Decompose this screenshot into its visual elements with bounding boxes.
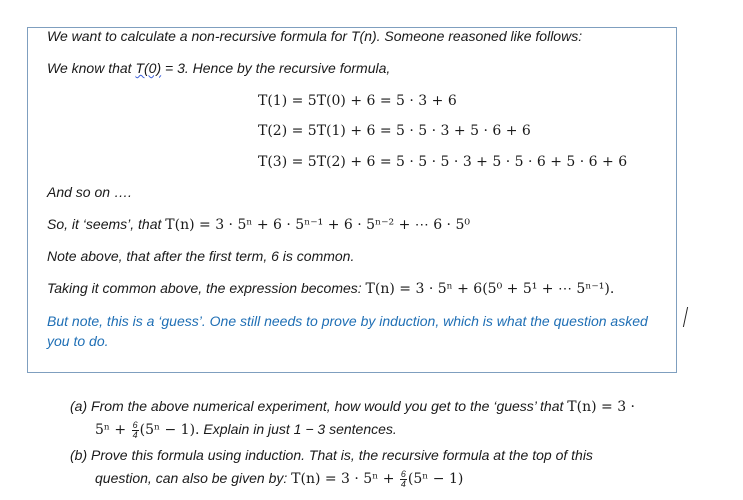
fraction-six-fourths-b: $\frac{6}{4}$: [400, 468, 406, 489]
question-b-formula-part1: T(n) = 3 · 5ⁿ +: [291, 471, 399, 487]
and-so-on: And so on ….: [47, 184, 132, 200]
question-a-text: From the above numerical experiment, how would you get to the ‘guess’ that: [91, 398, 568, 414]
spellcheck-word: T(0): [135, 60, 162, 76]
question-a-instruction: Explain in just 1 − 3 sentences.: [199, 421, 397, 437]
but-note-line-2: you to do.: [47, 333, 109, 349]
question-b-text: Prove this formula using induction. That is, the recursive formula at the top of this: [91, 447, 593, 463]
intro-line-2-prefix: We know that: [47, 60, 136, 76]
question-b-text-2: question, can also be given by:: [95, 470, 292, 486]
question-a-formula-start: T(n) = 3 ·: [567, 399, 635, 415]
intro-line-2-suffix: = 3. Hence by the recursive formula,: [161, 60, 391, 76]
note-line: Note above, that after the first term, 6 is common.: [47, 248, 355, 264]
intro-line-2: [47, 59, 390, 77]
question-b-line-2: [95, 469, 463, 489]
question-a-formula-part2: (5ⁿ − 1).: [139, 422, 200, 438]
question-b-label: (b): [70, 447, 88, 463]
equation-t3: T(3) = 5T(2) + 6 = 5 · 5 · 5 · 3 + 5 · 5 · 6 + 5 · 6 + 6: [258, 154, 628, 170]
question-a-line-1: [70, 397, 635, 416]
question-b-formula-part2: (5ⁿ − 1): [407, 471, 464, 487]
taking-formula: T(n) = 3 · 5ⁿ + 6(5⁰ + 5¹ + ⋯ 5ⁿ⁻¹).: [365, 281, 615, 297]
taking-common-line: [47, 279, 614, 298]
question-a-label: (a): [70, 398, 88, 414]
text-cursor: [683, 307, 688, 327]
seems-prefix: So, it ‘seems’, that: [47, 216, 166, 232]
intro-line-1: We want to calculate a non-recursive formula for T(n). Someone reasoned like follows:: [47, 28, 583, 44]
taking-prefix: Taking it common above, the expression becomes:: [47, 280, 366, 296]
question-a-line-2: [95, 420, 397, 440]
fraction-six-fourths: $\frac{6}{4}$: [132, 419, 138, 440]
question-b-line-1: [70, 446, 593, 464]
seems-line: [47, 215, 470, 234]
question-a-formula-part1: 5ⁿ +: [95, 422, 131, 438]
equation-t2: T(2) = 5T(1) + 6 = 5 · 5 · 3 + 5 · 6 + 6: [258, 123, 531, 139]
but-note-line-1: But note, this is a ‘guess’. One still needs to prove by induction, which is what the question asked: [47, 313, 648, 329]
seems-formula: T(n) = 3 · 5ⁿ + 6 · 5ⁿ⁻¹ + 6 · 5ⁿ⁻² + ⋯ 6 · 5⁰: [165, 217, 470, 233]
equation-t1: T(1) = 5T(0) + 6 = 5 · 3 + 6: [258, 93, 457, 109]
